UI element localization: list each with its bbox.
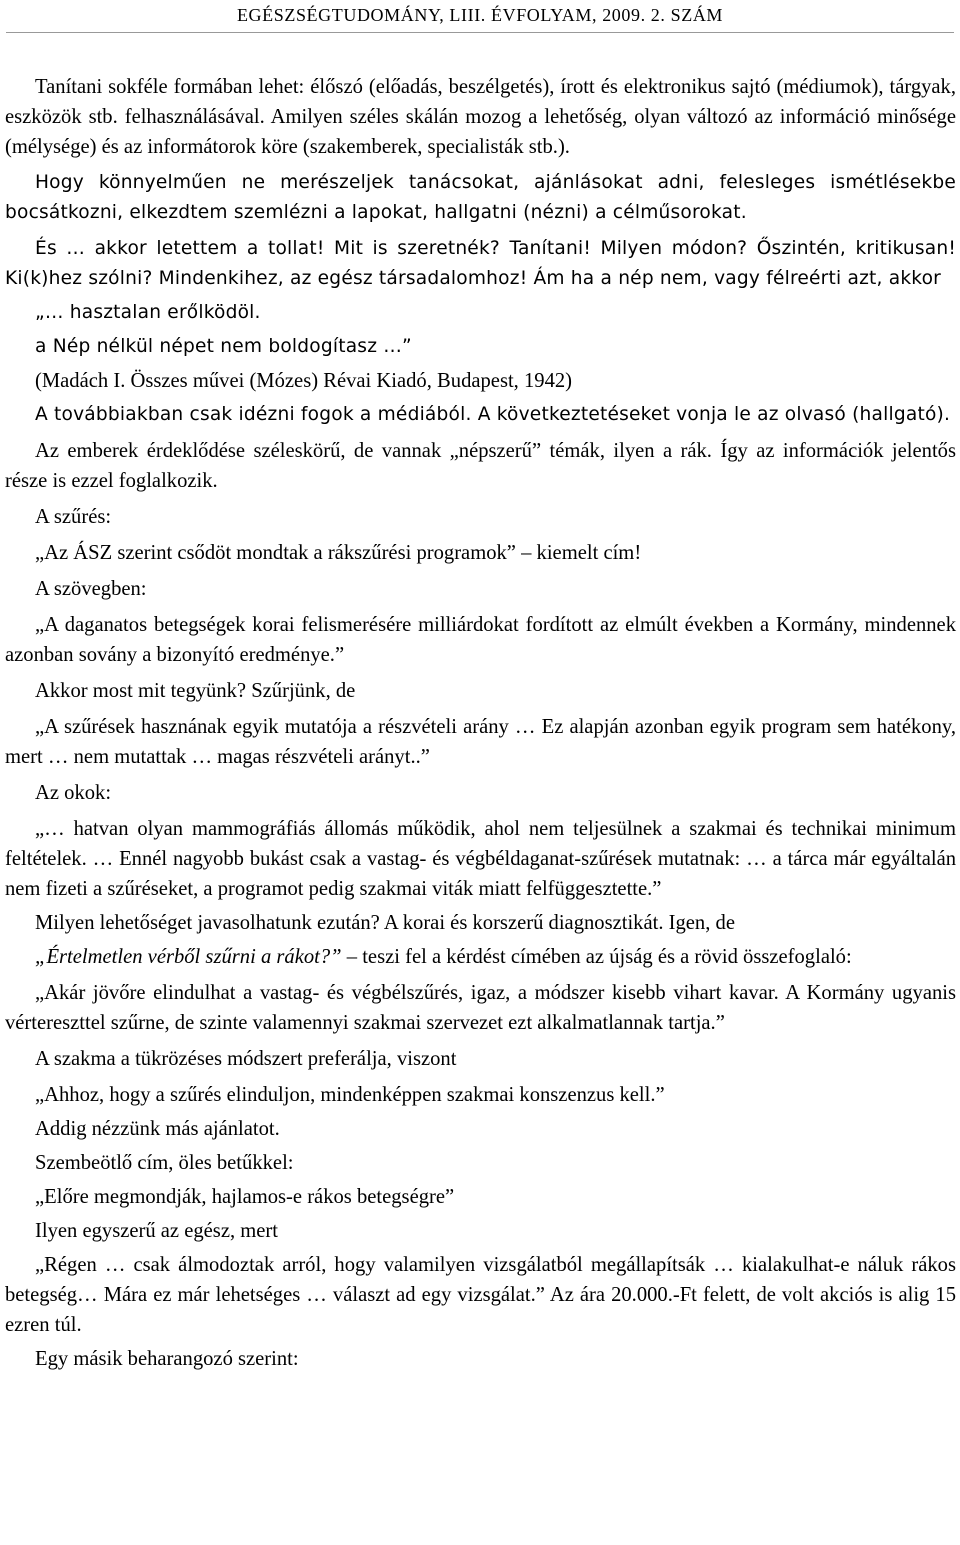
quote-daganatos: „A daganatos betegségek korai felismerésére milliárdokat fordított az elmúlt években a Kormány, mindennek azonban sovány a bizonyító eredménye.” xyxy=(5,614,956,666)
citation-madach: (Madách I. Összes művei (Mózes) Révai Kiadó, Budapest, 1942) xyxy=(35,370,573,392)
journal-header: EGÉSZSÉGTUDOMÁNY, LIII. ÉVFOLYAM, 2009. 2. SZÁM xyxy=(236,5,724,25)
paragraph-ertelmetlen-rest: – teszi fel a kérdést címében az újság és a rövid összefoglaló: xyxy=(346,946,852,968)
italic-headline: „Értelmetlen vérből szűrni a rákot?” xyxy=(35,946,342,968)
paragraph-intro: Tanítani sokféle formában lehet: élőszó (előadás, beszélgetés), írott és elektronikus sajtó (médiumok), tárgyak, eszközök stb. felhasználásával. Amilyen széles skálán mozog a lehetőség, olyan változó az információ minősége (mélysége) és az informátorok köre (szakemberek, specialisták stb.). xyxy=(5,76,956,158)
paragraph-akkor-most: Akkor most mit tegyünk? Szűrjünk, de xyxy=(35,680,356,702)
header-rule xyxy=(6,32,954,33)
quote-asz-headline: „Az ÁSZ szerint csődöt mondtak a rákszűrési programok” – kiemelt cím! xyxy=(35,542,642,564)
paragraph-emberek: Az emberek érdeklődése széleskörű, de vannak „népszerű” témák, ilyen a rák. Így az információk jelentős része is ezzel foglalkozik. xyxy=(5,440,956,492)
paragraph-szakma: A szakma a tükrözéses módszert preferálja, viszont xyxy=(35,1048,457,1070)
paragraph-addig: Addig nézzünk más ajánlatot. xyxy=(35,1118,280,1140)
paragraph-ertelmetlen xyxy=(5,942,956,972)
quote-elore: „Előre megmondják, hajlamos-e rákos betegségre” xyxy=(35,1186,455,1208)
label-szovegben: A szövegben: xyxy=(35,578,147,600)
label-okok: Az okok: xyxy=(35,782,112,804)
quote-nep: a Nép nélkül népet nem boldogítasz …” xyxy=(35,336,412,357)
paragraph-milyen: Milyen lehetőséget javasolhatunk ezután? A korai és korszerű diagnosztikát. Igen, de xyxy=(35,912,735,934)
quote-hasztalan: „… hasztalan erőlködöl. xyxy=(35,302,261,323)
article-body xyxy=(5,72,956,1374)
quote-mammografia: „… hatvan olyan mammográfiás állomás működik, ahol nem teljesülnek a szakmai és technikai minimum feltételek. … Ennél nagyobb bukást csak a vastag- és végbéldaganat-szűrések mutatnak: … a tárca már egyáltalán nem fizeti a szűréseket, a programot pedig szakmai viták miatt felfüggesztette.” xyxy=(5,818,956,900)
paragraph-es-akkor: És … akkor letettem a tollat! Mit is szeretnék? Tanítani! Milyen módon? Őszintén, kritikusan! Ki(k)hez szólni? Mindenkihez, az egész társadalomhoz! Ám ha a nép nem, vagy félreérti azt, akkor xyxy=(5,238,956,289)
paragraph-tovabbiakban: A továbbiakban csak idézni fogok a médiából. A következtetéseket vonja le az olvasó (hallgató). xyxy=(35,404,951,425)
quote-regen: „Régen … csak álmodoztak arról, hogy valamilyen vizsgálatból megállapítsák … kialakulhat-e náluk rákos betegség… Mára ez már lehetséges … választ ad egy vizsgálat.” Az ára 20.000.-Ft felett, de volt akciós is alig 15 ezren túl. xyxy=(5,1254,956,1336)
paragraph-hogy: Hogy könnyelműen ne merészeljek tanácsokat, ajánlásokat adni, felesleges ismétlésekbe bocsátkozni, elkezdtem szemlézni a lapokat, hallgatni (nézni) a célműsorokat. xyxy=(5,172,956,223)
label-szures: A szűrés: xyxy=(35,506,112,528)
quote-jovore: „Akár jövőre elindulhat a vastag- és végbélszűrés, igaz, a módszer kisebb vihart kavar. A Kormány ugyanis vértereszttel szűrne, de szinte valamennyi szakmai szervezet ezt alkalmatlannak tartja.” xyxy=(5,982,956,1034)
paragraph-ilyen: Ilyen egyszerű az egész, mert xyxy=(35,1220,278,1242)
paragraph-masik: Egy másik beharangozó szerint: xyxy=(35,1348,299,1370)
quote-konszenzus: „Ahhoz, hogy a szűrés elinduljon, mindenképpen szakmai konszenzus kell.” xyxy=(35,1084,665,1106)
quote-reszveteli: „A szűrések hasznának egyik mutatója a részvételi arány … Ez alapján azonban egyik program sem hatékony, mert … nem mutattak … magas részvételi arányt..” xyxy=(5,716,956,768)
paragraph-szembeotlo: Szembeötlő cím, öles betűkkel: xyxy=(35,1152,294,1174)
